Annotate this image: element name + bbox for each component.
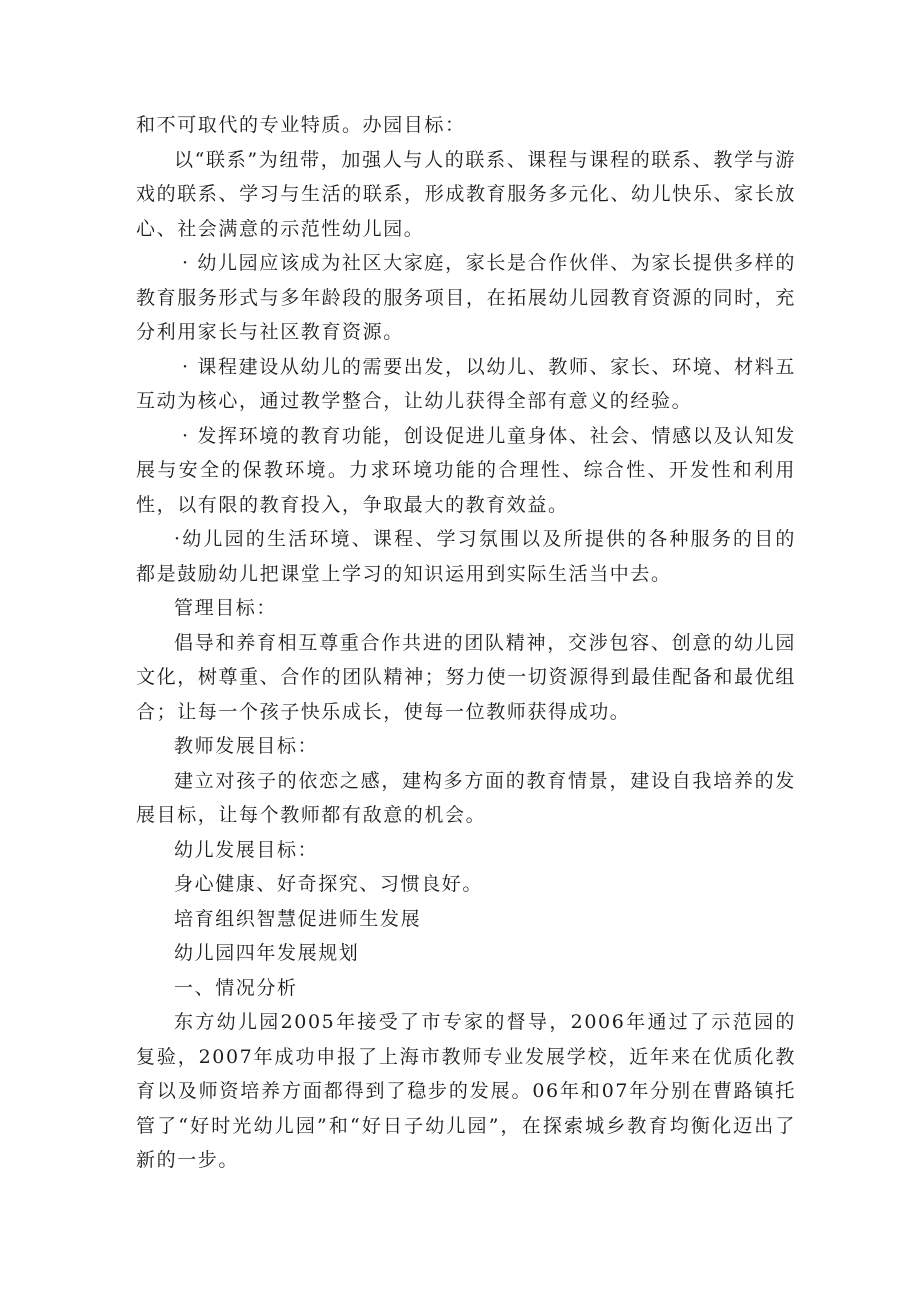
paragraph-bullet-curriculum: · 课程建设从幼儿的需要出发，以幼儿、教师、家长、环境、材料五互动为核心，通过教学整合，让幼儿获得全部有意义的经验。 <box>136 355 796 412</box>
paragraph-situation-analysis: 东方幼儿园2005年接受了市专家的督导，2006年通过了示范园的复验，2007年成功申报了上海市教师专业发展学校，近年来在优质化教育以及师资培养方面都得到了稳步的发展。06年和07年分别在曹路镇托管了“好时光幼儿园”和“好日子幼儿园”，在探索城乡教育均衡化迈出了新的一步。 <box>136 1011 796 1171</box>
paragraph-section-heading: 一、情况分析 <box>174 976 298 999</box>
paragraph-management-goal: 倡导和养育相互尊重合作共进的团队精神，交涉包容、创意的幼儿园文化，树尊重、合作的团队精神；努力使一切资源得到最佳配备和最优组合；让每一个孩子快乐成长，使每一位教师获得成功。 <box>136 631 796 723</box>
paragraph-slogan: 培育组织智慧促进师生发展 <box>174 907 422 930</box>
paragraph-school-goal-heading: 和不可取代的专业特质。办园目标： <box>136 114 466 136</box>
paragraph-bullet-life-environment: ·幼儿园的生活环境、课程、学习氛围以及所提供的各种服务的目的都是鼓励幼儿把课堂上学习的知识运用到实际生活当中去。 <box>136 528 796 585</box>
paragraph-child-goal: 身心健康、好奇探究、习惯良好。 <box>174 873 484 895</box>
paragraph-connection-goal: 以“联系”为纽带，加强人与人的联系、课程与课程的联系、教学与游戏的联系、学习与生活的联系，形成教育服务多元化、幼儿快乐、家长放心、社会满意的示范性幼儿园。 <box>136 148 796 240</box>
paragraph-child-goal-heading: 幼儿发展目标： <box>174 838 319 861</box>
paragraph-teacher-goal-heading: 教师发展目标： <box>174 735 319 757</box>
paragraph-plan-title: 幼儿园四年发展规划 <box>174 942 360 964</box>
paragraph-teacher-goal: 建立对孩子的依恋之感，建构多方面的教育情景，建设自我培养的发展目标，让每个教师都有敌意的机会。 <box>136 769 796 826</box>
paragraph-bullet-community: · 幼儿园应该成为社区大家庭，家长是合作伙伴、为家长提供多样的教育服务形式与多年龄段的服务项目，在拓展幼儿园教育资源的同时，充分利用家长与社区教育资源。 <box>136 252 796 343</box>
paragraph-bullet-environment: · 发挥环境的教育功能，创设促进儿童身体、社会、情感以及认知发展与安全的保教环境。力求环境功能的合理性、综合性、开发性和利用性，以有限的教育投入，争取最大的教育效益。 <box>136 424 796 516</box>
document-body <box>136 108 796 1178</box>
paragraph-management-goal-heading: 管理目标： <box>174 597 278 619</box>
